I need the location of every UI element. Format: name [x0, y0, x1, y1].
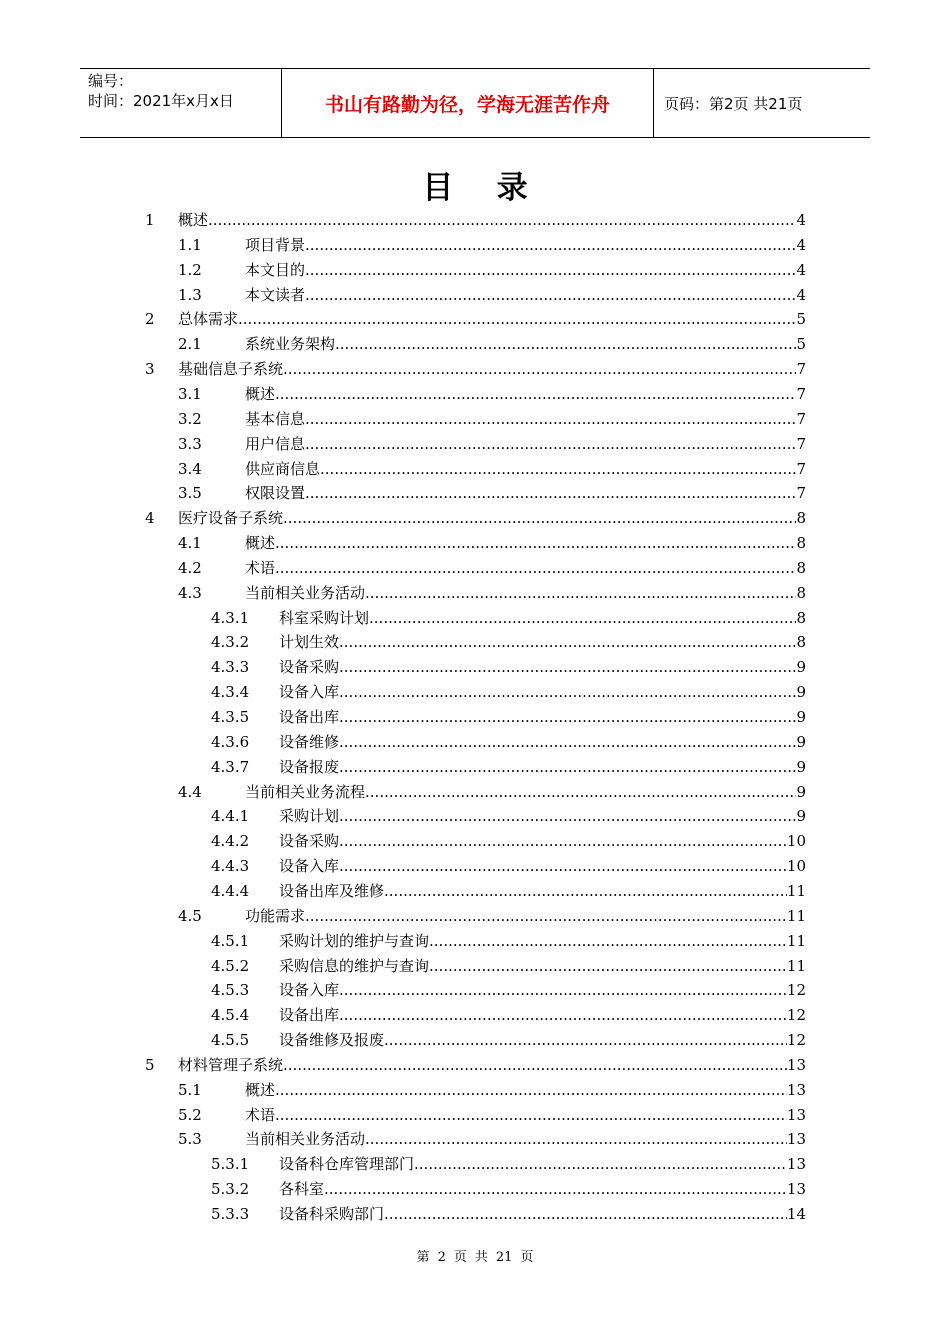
toc-entry-page: 9: [796, 757, 806, 776]
toc-entry-page: 4: [796, 235, 806, 254]
toc-entry-title: 权限设置: [245, 484, 306, 503]
footer-page-mid: 页: [453, 1250, 467, 1265]
toc-entry-number: 4.4.3: [211, 857, 250, 876]
toc-leader-dots: [384, 879, 787, 904]
toc-leader-dots: [283, 357, 796, 382]
toc-entry[interactable]: [0, 1028, 950, 1053]
toc-entry-page: 7: [796, 384, 806, 403]
toc-leader-dots: [339, 829, 787, 854]
toc-entry[interactable]: [0, 357, 950, 382]
toc-entry-page: 8: [796, 558, 806, 577]
toc-entry[interactable]: [0, 780, 950, 805]
toc-entry-number: 4.5: [178, 906, 202, 925]
toc-entry-page: 10: [786, 857, 806, 876]
toc-entry-title: 概述: [178, 211, 209, 229]
toc-leader-dots: [365, 780, 796, 805]
toc-leader-dots: [238, 307, 796, 332]
toc-entry[interactable]: [0, 680, 950, 705]
toc-entry-title: 设备出库: [279, 1006, 340, 1025]
toc-entry-number: 4.3.2: [211, 633, 250, 652]
header-left-cell: [80, 69, 281, 137]
toc-entry[interactable]: [0, 804, 950, 829]
page-footer: [0, 1246, 950, 1265]
toc-leader-dots: [339, 854, 787, 879]
toc-entry-page: 4: [796, 285, 806, 304]
toc-entry-page: 11: [786, 881, 806, 900]
toc-entry-title: 计划生效: [279, 633, 340, 652]
toc-entry-page: 8: [796, 583, 806, 602]
toc-leader-dots: [384, 1028, 787, 1053]
footer-page-prefix: 第: [416, 1250, 430, 1265]
toc-entry-page: 11: [786, 906, 806, 925]
toc-leader-dots: [275, 556, 796, 581]
toc-leader-dots: [339, 630, 796, 655]
toc-entry[interactable]: [0, 481, 950, 506]
toc-entry[interactable]: [0, 307, 950, 332]
toc-entry-page: 10: [786, 832, 806, 851]
toc-entry-page: 12: [786, 1006, 806, 1025]
toc-entry-number: 4.5.4: [211, 1006, 250, 1025]
toc-entry-title: 供应商信息: [245, 459, 321, 478]
toc-entry-number: 4.3.4: [211, 683, 250, 702]
toc-entry-title: 项目背景: [245, 235, 306, 254]
toc-entry[interactable]: [0, 382, 950, 407]
footer-page-num: 2: [437, 1250, 446, 1265]
toc-entry-title: 各科室: [279, 1180, 325, 1199]
toc-entry-number: 4.5.1: [211, 931, 250, 950]
footer-total-suffix: 页: [520, 1250, 534, 1265]
toc-leader-dots: [369, 606, 796, 631]
toc-entry-title: 本文目的: [245, 260, 306, 279]
toc-entry[interactable]: [0, 854, 950, 879]
toc-entry[interactable]: [0, 1177, 950, 1202]
toc-leader-dots: [305, 904, 787, 929]
toc-leader-dots: [339, 730, 796, 755]
toc-entry-page: 9: [796, 732, 806, 751]
toc-leader-dots: [275, 382, 796, 407]
toc-entry-title: 设备入库: [279, 857, 340, 876]
toc-entry-page: 13: [786, 1055, 806, 1074]
footer-total-prefix: 共: [474, 1250, 488, 1265]
toc-entry[interactable]: [0, 1078, 950, 1103]
toc-entry[interactable]: [0, 705, 950, 730]
toc-entry[interactable]: [0, 283, 950, 308]
toc-entry-number: 5.1: [178, 1080, 202, 1099]
toc-entry-page: 9: [796, 658, 806, 677]
toc-entry-title: 当前相关业务流程: [245, 782, 366, 801]
toc-entry-page: 5: [796, 310, 806, 329]
toc-entry-title: 基础信息子系统: [178, 360, 284, 379]
toc-entry-number: 4.5.2: [211, 956, 250, 975]
toc-entry[interactable]: [0, 755, 950, 780]
toc-entry-page: 4: [796, 260, 806, 279]
toc-entry[interactable]: [0, 1127, 950, 1152]
toc-leader-dots: [339, 978, 787, 1003]
toc-leader-dots: [283, 506, 796, 531]
toc-entry[interactable]: [0, 1003, 950, 1028]
toc-entry-title: 设备报废: [279, 757, 340, 776]
toc-entry-number: 4.4: [178, 782, 202, 801]
toc-entry-number: 4.4.1: [211, 807, 250, 826]
toc-leader-dots: [320, 457, 796, 482]
toc-leader-dots: [275, 1078, 787, 1103]
toc-entry-page: 8: [796, 509, 806, 528]
toc-leader-dots: [429, 954, 787, 979]
toc-entry-page: 9: [796, 683, 806, 702]
footer-total-num: 21: [495, 1250, 513, 1265]
toc-entry-page: 9: [796, 807, 806, 826]
toc-entry-title: 设备出库及维修: [279, 881, 385, 900]
toc-entry[interactable]: [0, 506, 950, 531]
toc-entry[interactable]: [0, 556, 950, 581]
toc-entry[interactable]: [0, 581, 950, 606]
toc-entry-page: 7: [796, 434, 806, 453]
toc-entry[interactable]: [0, 630, 950, 655]
toc-entry[interactable]: [0, 457, 950, 482]
toc-entry-page: 12: [786, 981, 806, 1000]
toc-entry-page: 7: [796, 484, 806, 503]
toc-entry-page: 8: [796, 534, 806, 553]
toc-leader-dots: [324, 1177, 787, 1202]
toc-entry-number: 4.5.5: [211, 1031, 250, 1050]
toc-entry-number: 3.1: [178, 384, 202, 403]
toc-entry-title: 设备维修: [279, 732, 340, 751]
toc-entry-number: 5: [145, 1055, 155, 1074]
toc-entry-title: 系统业务架构: [245, 335, 336, 354]
toc-leader-dots: [335, 332, 796, 357]
toc-entry[interactable]: [0, 904, 950, 929]
toc-entry[interactable]: [0, 1152, 950, 1177]
toc-entry-title: 基本信息: [245, 409, 306, 428]
toc-entry-number: 4.1: [178, 534, 202, 553]
toc-entry-title: 概述: [245, 534, 276, 553]
toc-entry-number: 4.3.5: [211, 708, 250, 726]
toc-leader-dots: [365, 581, 796, 606]
toc-entry-page: 13: [786, 1105, 806, 1124]
toc-entry-number: 4.5.3: [211, 981, 250, 1000]
toc-entry-number: 4: [145, 509, 155, 528]
toc-entry-page: 13: [786, 1180, 806, 1199]
toc-leader-dots: [339, 680, 796, 705]
toc-entry-number: 3.4: [178, 459, 202, 478]
header-time-label: 时间：2021年x月x日: [88, 92, 234, 110]
toc-entry[interactable]: [0, 655, 950, 680]
toc-entry-number: 5.3.3: [211, 1205, 250, 1223]
toc-leader-dots: [429, 929, 787, 954]
toc-leader-dots: [305, 283, 796, 308]
toc-leader-dots: [208, 208, 796, 233]
toc-entry-title: 设备采购: [279, 658, 340, 677]
toc-entry[interactable]: [0, 978, 950, 1003]
toc-leader-dots: [384, 1202, 787, 1227]
header-number-label: 编号：: [88, 72, 134, 90]
toc-entry-number: 4.2: [178, 558, 202, 577]
toc-entry-title: 医疗设备子系统: [178, 509, 284, 528]
toc-entry-page: 11: [786, 931, 806, 950]
toc-leader-dots: [275, 1103, 787, 1128]
toc-entry-number: 2.1: [178, 335, 202, 354]
toc-leader-dots: [339, 804, 796, 829]
toc-entry-title: 用户信息: [245, 434, 306, 453]
toc-entry-page: 7: [796, 409, 806, 428]
toc-entry-title: 设备入库: [279, 981, 340, 1000]
toc-entry-title: 采购信息的维护与查询: [279, 956, 430, 975]
toc-entry[interactable]: [0, 407, 950, 432]
toc-leader-dots: [283, 1053, 787, 1078]
toc-entry-number: 4.3.7: [211, 757, 250, 776]
toc-entry[interactable]: [0, 929, 950, 954]
toc-entry-title: 总体需求: [178, 310, 239, 329]
toc-entry-number: 3: [145, 360, 155, 379]
toc-entry[interactable]: [0, 1053, 950, 1078]
toc-entry-title: 设备维修及报废: [279, 1031, 385, 1050]
toc-entry-number: 4.3.1: [211, 608, 250, 627]
toc-entry[interactable]: [0, 531, 950, 556]
toc-entry-title: 术语: [245, 558, 276, 577]
toc-entry-page: 9: [796, 782, 806, 801]
toc-entry-title: 概述: [245, 384, 276, 403]
toc-entry-number: 4.3.3: [211, 658, 250, 677]
header-page-info: 页码：第2页 共21页: [664, 94, 803, 113]
toc-entry-number: 3.5: [178, 484, 202, 503]
toc-entry-number: 3.3: [178, 434, 202, 453]
toc-entry-number: 1.1: [178, 235, 202, 254]
toc-entry[interactable]: [0, 730, 950, 755]
toc-entry-title: 设备出库: [279, 708, 340, 726]
toc-entry-title: 当前相关业务活动: [245, 583, 366, 602]
toc-entry-page: 8: [796, 608, 806, 627]
toc-leader-dots: [339, 755, 796, 780]
toc-entry-page: 4: [796, 211, 806, 229]
toc-entry-number: 1.3: [178, 285, 202, 304]
toc-entry[interactable]: [0, 606, 950, 631]
toc-entry-number: 4.3.6: [211, 732, 250, 751]
toc-entry-page: 8: [796, 633, 806, 652]
toc-entry-number: 2: [145, 310, 155, 329]
toc-entry-number: 1: [145, 211, 155, 229]
toc-entry-title: 设备采购: [279, 832, 340, 851]
toc-entry-title: 概述: [245, 1080, 276, 1099]
toc-entry-title: 设备科采购部门: [279, 1205, 385, 1223]
toc-leader-dots: [305, 481, 796, 506]
toc-entry-page: 13: [786, 1155, 806, 1174]
page-header: [80, 68, 870, 138]
toc-entry-page: 7: [796, 459, 806, 478]
toc-entry-title: 功能需求: [245, 906, 306, 925]
toc-entry-title: 设备入库: [279, 683, 340, 702]
toc-entry-title: 采购计划: [279, 807, 340, 826]
toc-entry-title: 科室采购计划: [279, 608, 370, 627]
toc-entry[interactable]: [0, 954, 950, 979]
toc-entry-number: 5.3: [178, 1130, 202, 1149]
toc-entry-title: 本文读者: [245, 285, 306, 304]
toc-entry-title: 设备科仓库管理部门: [279, 1155, 415, 1174]
toc-entry-title: 术语: [245, 1105, 276, 1124]
toc-entry-number: 1.2: [178, 260, 202, 279]
header-motto: 书山有路勤为径，学海无涯苦作舟: [281, 69, 654, 137]
toc-entry[interactable]: [0, 432, 950, 457]
toc-entry-title: 当前相关业务活动: [245, 1130, 366, 1149]
toc-leader-dots: [339, 655, 796, 680]
toc-entry-number: 5.3.2: [211, 1180, 250, 1199]
toc-entry-page: 12: [786, 1031, 806, 1050]
toc-entry-page: 13: [786, 1080, 806, 1099]
toc-entry-title: 采购计划的维护与查询: [279, 931, 430, 950]
toc-entry[interactable]: [0, 879, 950, 904]
toc-leader-dots: [305, 258, 796, 283]
toc-leader-dots: [365, 1127, 787, 1152]
toc-entry-number: 5.3.1: [211, 1155, 250, 1174]
toc-leader-dots: [305, 432, 796, 457]
toc-leader-dots: [339, 705, 796, 730]
toc-entry[interactable]: [0, 258, 950, 283]
toc-entry[interactable]: [0, 332, 950, 357]
toc-entry-number: 4.4.4: [211, 881, 250, 900]
toc-entry[interactable]: [0, 233, 950, 258]
toc-entry-title: 材料管理子系统: [178, 1055, 284, 1074]
toc-leader-dots: [305, 407, 796, 432]
toc-entry-number: 5.2: [178, 1105, 202, 1124]
toc-title: 目 录: [422, 170, 528, 206]
toc-entry-page: 9: [796, 708, 806, 726]
toc-entry[interactable]: [0, 829, 950, 854]
toc-entry-page: 11: [786, 956, 806, 975]
toc-entry-page: 13: [786, 1130, 806, 1149]
toc-leader-dots: [275, 531, 796, 556]
toc-leader-dots: [305, 233, 796, 258]
toc-entry[interactable]: [0, 1202, 950, 1227]
toc-entry[interactable]: [0, 1103, 950, 1128]
toc-entry-number: 4.4.2: [211, 832, 250, 851]
toc-entry-page: 5: [796, 335, 806, 354]
toc-leader-dots: [414, 1152, 787, 1177]
toc-entry-number: 4.3: [178, 583, 202, 602]
toc-entry-page: 7: [796, 360, 806, 379]
toc-entry[interactable]: [0, 208, 950, 233]
toc-entry-number: 3.2: [178, 409, 202, 428]
toc-entry-page: 14: [786, 1205, 806, 1223]
toc-leader-dots: [339, 1003, 787, 1028]
